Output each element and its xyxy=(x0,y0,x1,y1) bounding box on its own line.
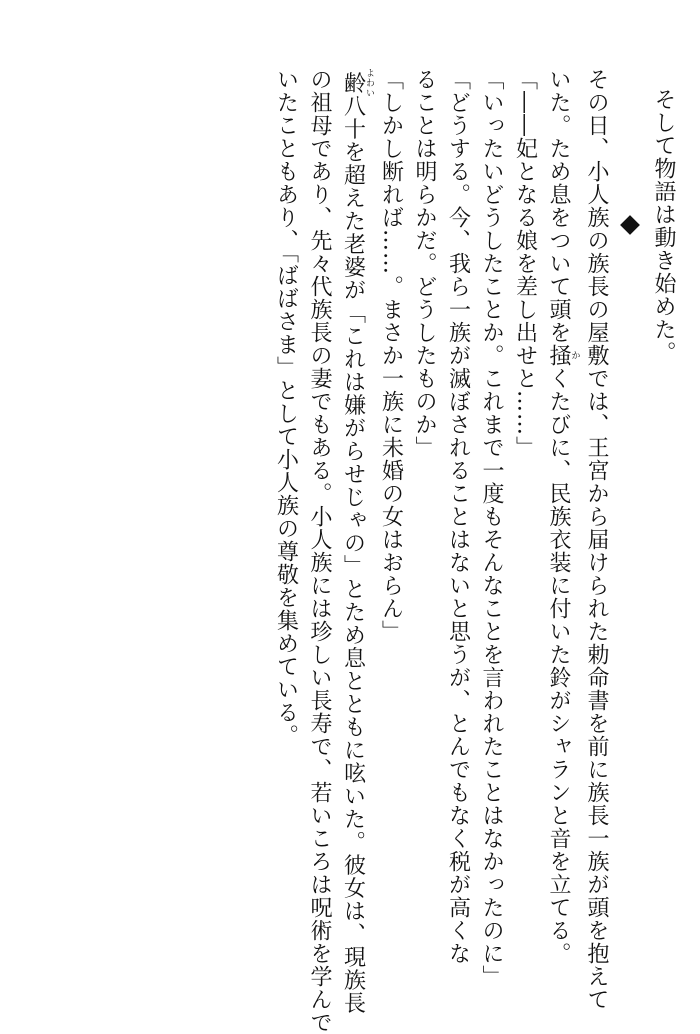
chapter-lead-line: そして物語は動き始めた。 xyxy=(651,88,676,364)
paragraph-line xyxy=(336,68,374,1015)
diamond-ornament-icon xyxy=(620,215,640,235)
vertical-text-body xyxy=(269,68,680,1034)
dialogue-line: 「しかし断れば……。まさか一族に未婚の女はおらん」 xyxy=(378,68,404,643)
text-run: いた。ため息をついて頭を xyxy=(546,68,571,344)
ruby-base: 齢 xyxy=(340,68,366,98)
paragraph-line: その日、小人族の族長の屋敷では、王宮から届けられた勅命書を前に族長一族が頭を抱えて xyxy=(584,68,609,1011)
dialogue-line: ることは明らかだ。どうしたものか」 xyxy=(412,68,437,459)
ruby-base: 掻 xyxy=(546,344,571,367)
dialogue-line: 「――妃となる娘を差し出せと……」 xyxy=(512,68,538,459)
ruby-word xyxy=(546,344,580,367)
dialogue-line: 「いったいどうしたことか。これまで一度もそんなことを言われたことはなかったのに」 xyxy=(479,68,504,988)
text-run: くたびに、民族衣装に付いた鈴がシャランと音を立てる。 xyxy=(546,367,571,965)
dialogue-line: 「どうする。今、我ら一族が滅ぼされることはないと思うが、とんでもなく税が高くな xyxy=(445,68,471,965)
section-break xyxy=(613,68,647,998)
paragraph-line: の祖母であり、先々代族長の妻でもある。小人族には珍しい長寿で、若いころは呪術を学んで xyxy=(307,68,332,1034)
paragraph-line: いたこともあり、「ばばさま」として小人族の尊敬を集めている。 xyxy=(273,68,299,747)
paragraph-line xyxy=(542,68,580,998)
ruby-word xyxy=(340,68,374,98)
text-run: 八十を超えた老婆が「これは嫌がらせじゃの」とため息とともに呟いた。彼女は、現族長 xyxy=(340,94,366,1015)
ruby-reading: よわい xyxy=(364,68,374,98)
ruby-reading: か xyxy=(569,344,580,367)
